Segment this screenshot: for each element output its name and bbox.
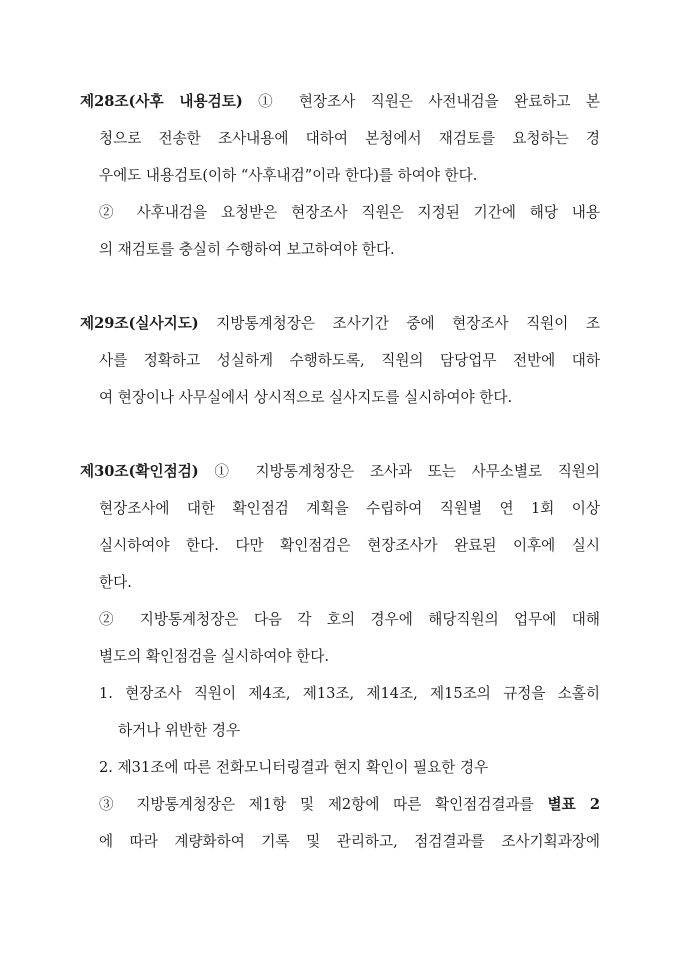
article-28-line-2: 청으로 전송한 조사내용에 대하여 본청에서 재검토를 요청하는 경 <box>99 130 600 147</box>
article-30-item-1-line-1: 1. 현장조사 직원이 제4조, 제13조, 제14조, 제15조의 규정을 소홀히 <box>99 685 600 702</box>
article-28-line-3: 우에도 내용검토(이하 “사후내검”이라 한다)를 하여야 한다. <box>99 167 478 184</box>
article-30-paragraph-2-line-2: 별도의 확인점검을 실시하여야 한다. <box>99 648 330 665</box>
article-30-paragraph-2-line-1: ② 지방통계청장은 다음 각 호의 경우에 해당직원의 업무에 대해 <box>99 611 600 628</box>
article-30-heading: 제30조(확인점검) <box>80 463 199 480</box>
article-30-paragraph-3-line-2: 에 따라 계량화하여 기록 및 관리하고, 점검결과를 조사기획과장에 <box>99 833 600 850</box>
article-30-line-1: 제30조(확인점검) ① 지방통계청장은 조사과 또는 사무소별로 직원의 <box>80 463 600 480</box>
article-30-paragraph-3-line-1: ③ 지방통계청장은 제1항 및 제2항에 따른 확인점검결과를 별표 2 <box>99 796 600 813</box>
article-28-line-1: 제28조(사후 내용검토) ① 현장조사 직원은 사전내검을 완료하고 본 <box>80 93 601 110</box>
article-28-heading: 제28조(사후 내용검토) <box>80 93 243 110</box>
article-30-item-2: 2. 제31조에 따른 전화모니터링결과 현지 확인이 필요한 경우 <box>99 759 489 776</box>
article-29-heading: 제29조(실사지도) <box>80 315 199 332</box>
article-29-line-2: 사를 정확하고 성실하게 수행하도록, 직원의 담당업무 전반에 대하 <box>99 352 600 369</box>
article-29-line-1: 제29조(실사지도) 지방통계청장은 조사기간 중에 현장조사 직원이 조 <box>80 315 600 332</box>
article-30-item-1-line-2: 하거나 위반한 경우 <box>118 722 241 739</box>
article-30-line-3: 실시하여야 한다. 다만 확인점검은 현장조사가 완료된 이후에 실시 <box>99 537 600 554</box>
article-30-line-2: 현장조사에 대한 확인점검 계획을 수립하여 직원별 연 1회 이상 <box>99 500 600 517</box>
article-28-paragraph-2-line-1: ② 사후내검을 요청받은 현장조사 직원은 지정된 기간에 해당 내용 <box>99 204 600 221</box>
appendix-table-2-reference: 별표 2 <box>547 796 600 813</box>
article-29-line-3: 여 현장이나 사무실에서 상시적으로 실사지도를 실시하여야 한다. <box>99 389 513 406</box>
article-28-paragraph-2-line-2: 의 재검토를 충실히 수행하여 보고하여야 한다. <box>99 241 395 258</box>
article-30-line-4: 한다. <box>99 574 132 591</box>
